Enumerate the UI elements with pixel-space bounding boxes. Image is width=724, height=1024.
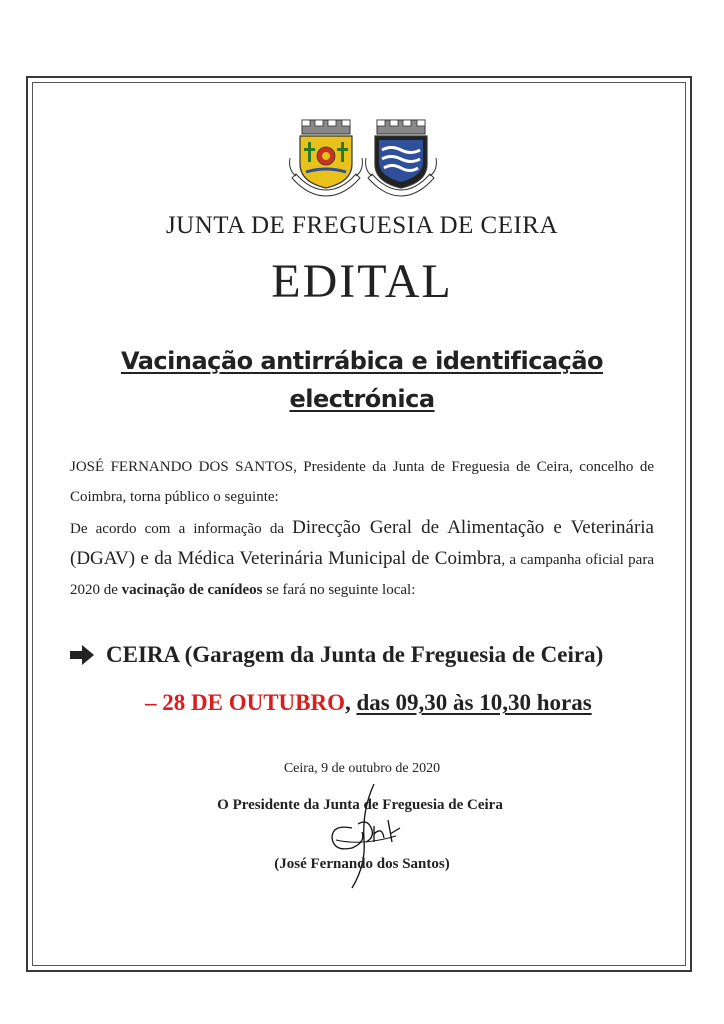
event-comma: , [345, 690, 357, 715]
event-location [70, 642, 603, 668]
info-text-e: se fará no seguinte local: [262, 582, 416, 598]
info-text-c: , a campanha oficial para 2020 de [70, 552, 654, 598]
event-time: das 09,30 às 10,30 horas [356, 690, 592, 715]
subject-line-2: electrónica [289, 385, 435, 413]
info-vaccination: vacinação de canídeos [121, 582, 263, 598]
intro-paragraph: JOSÉ FERNANDO DOS SANTOS, Presidente da Junta de Freguesia de Ceira, concelho de Coimbra, torna público o seguinte: [70, 459, 654, 505]
event-datetime [145, 690, 592, 716]
event-date: 28 DE OUTUBRO [162, 690, 345, 715]
place-and-date: Ceira, 9 de outubro de 2020 [283, 761, 441, 776]
info-text-a: De acordo com a informação da [70, 521, 293, 537]
location-text: CEIRA (Garagem da Junta de Freguesia de Ceira) [106, 642, 604, 667]
document-title: EDITAL [271, 255, 453, 308]
coats-of-arms [288, 118, 438, 198]
info-authorities: Direcção Geral de Alimentação e Veterinária (DGAV) e da Médica Veterinária Municipal de Coimbra [70, 517, 654, 569]
signer-role: O Presidente da Junta de Freguesia de Ceira [217, 797, 503, 813]
arrow-right-icon [70, 645, 94, 665]
handwritten-signature [322, 780, 412, 895]
event-dash: – [145, 690, 163, 715]
organization-title: JUNTA DE FREGUESIA DE CEIRA [165, 212, 559, 239]
coat-of-arms-vila-de-ceira [288, 118, 364, 198]
subject-heading [0, 342, 724, 418]
coat-of-arms-ceira [364, 118, 438, 198]
signer-name: (José Fernando dos Santos) [274, 856, 450, 872]
subject-line-1: Vacinação antirrábica e identificação [120, 347, 604, 375]
info-paragraph [70, 513, 654, 605]
